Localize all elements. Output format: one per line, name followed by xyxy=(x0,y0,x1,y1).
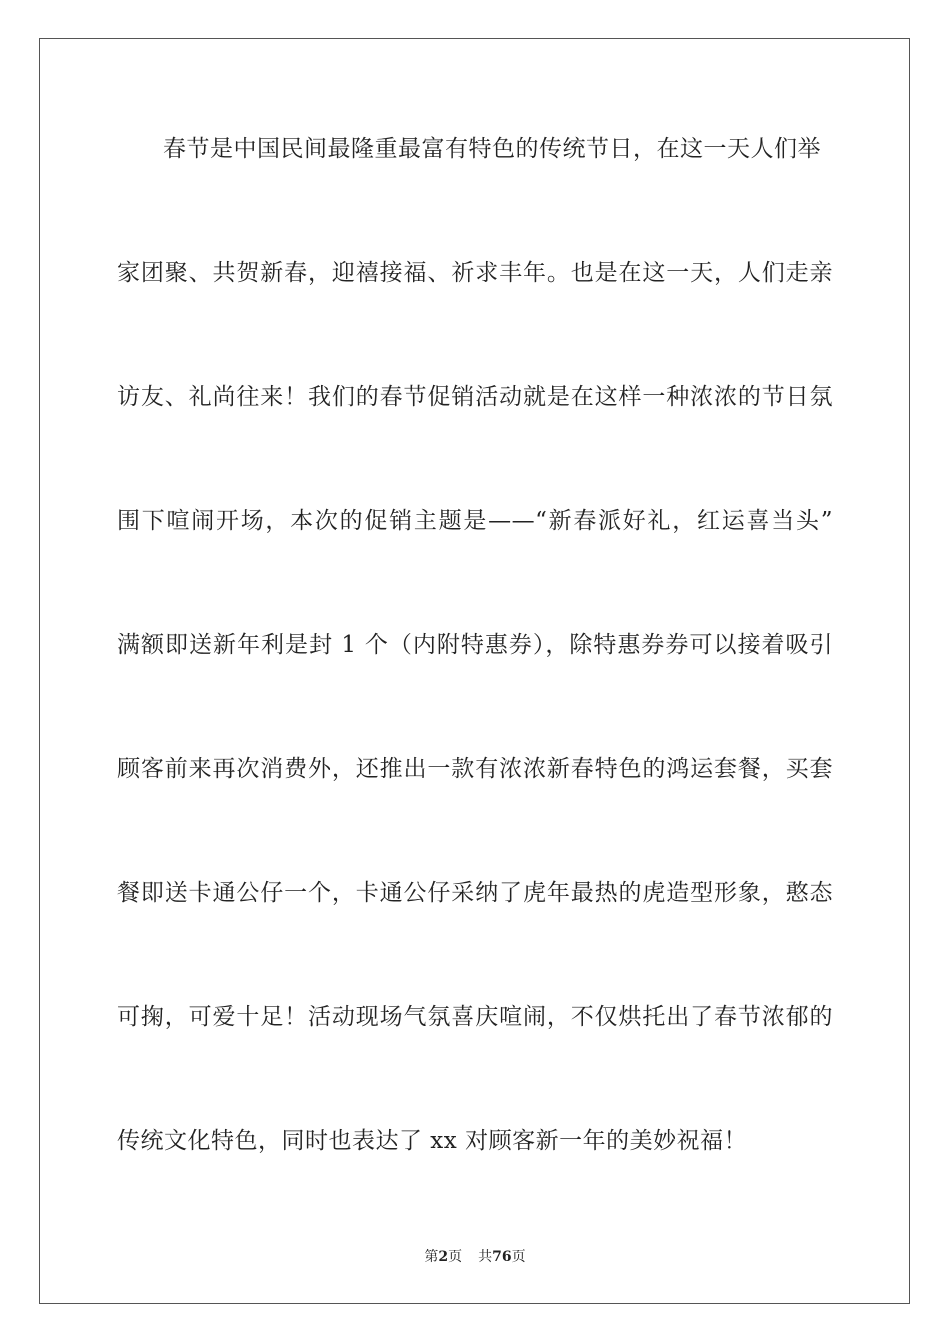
total-suffix: 页 xyxy=(511,1249,526,1265)
page-suffix: 页 xyxy=(448,1249,463,1265)
total-pages: 76 xyxy=(492,1249,512,1265)
page-number: 2 xyxy=(438,1249,449,1265)
paragraph-line-7: 餐即送卡通公仔一个，卡通公仔采纳了虎年最热的虎造型形象，憨态 xyxy=(117,880,833,906)
page-footer xyxy=(0,1246,950,1266)
total-prefix: 共 xyxy=(478,1249,493,1265)
page-border xyxy=(39,38,910,1304)
page-prefix: 第 xyxy=(424,1249,439,1265)
paragraph-line-5: 满额即送新年利是封 1 个（内附特惠券），除特惠券券可以接着吸引 xyxy=(117,632,833,658)
paragraph-line-2: 家团聚、共贺新春，迎禧接福、祈求丰年。也是在这一天，人们走亲 xyxy=(117,260,833,286)
paragraph-line-4: 围下喧闹开场，本次的促销主题是——“新春派好礼，红运喜当头” xyxy=(117,508,833,534)
paragraph-line-6: 顾客前来再次消费外，还推出一款有浓浓新春特色的鸿运套餐，买套 xyxy=(117,756,833,782)
paragraph-line-1: 春节是中国民间最隆重最富有特色的传统节日，在这一天人们举 xyxy=(163,136,821,162)
paragraph-line-3: 访友、礼尚往来！我们的春节促销活动就是在这样一种浓浓的节日氛 xyxy=(117,384,833,410)
paragraph-line-8: 可掬，可爱十足！活动现场气氛喜庆喧闹，不仅烘托出了春节浓郁的 xyxy=(117,1004,833,1030)
paragraph-line-9: 传统文化特色，同时也表达了 xx 对顾客新一年的美妙祝福！ xyxy=(117,1128,748,1154)
